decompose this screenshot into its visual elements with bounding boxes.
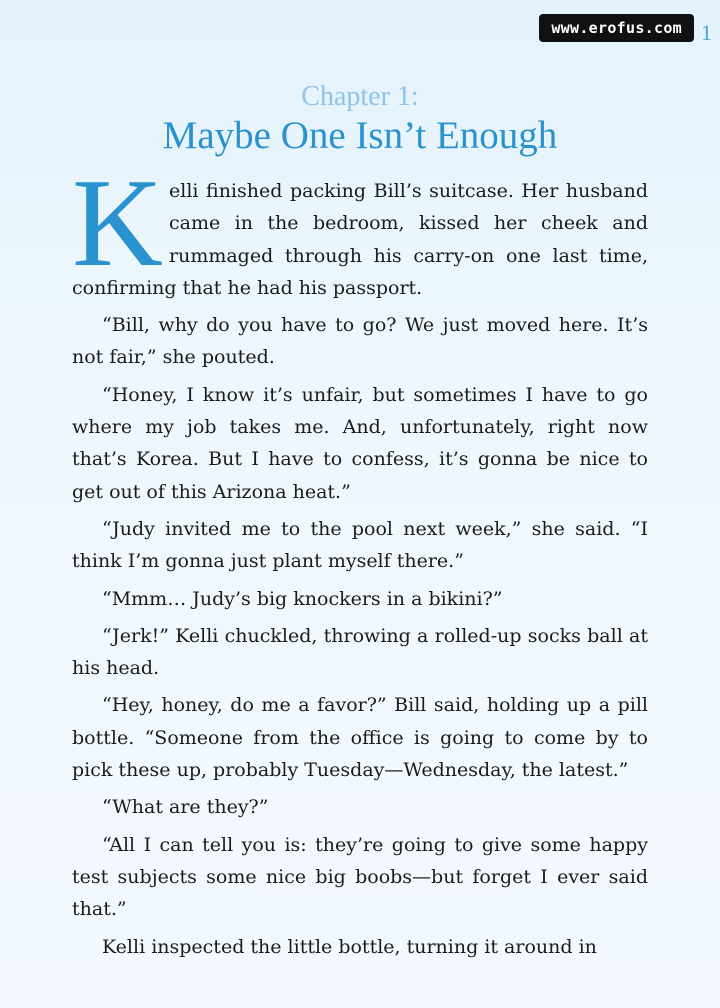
page-number: 1 (701, 20, 712, 45)
chapter-title: Maybe One Isn’t Enough (162, 114, 558, 157)
paragraph-text: elli finished packing Bill’s suitcase. Her husband came in the bedroom, kissed her cheek and rummaged through his carry-on one last time, confirming that he had his passport. (72, 180, 648, 299)
paragraph (72, 154, 648, 304)
paragraph: “Honey, I know it’s unfair, but sometimes I have to go where my job takes me. And, unfortunately, right now that’s Korea. But I have to confess, it’s gonna be nice to get out of this Arizona heat.” (72, 383, 648, 503)
paragraph: “Jerk!” Kelli chuckled, throwing a rolled-up socks ball at his head. (72, 624, 648, 680)
paragraph: “Hey, honey, do me a favor?” Bill said, holding up a pill bottle. “Someone from the office is going to come by to pick these up, probably Tuesday—Wednesday, the latest.” (72, 694, 648, 782)
site-watermark: www.erofus.com (539, 14, 694, 42)
paragraph: “Bill, why do you have to go? We just moved here. It’s not fair,” she pouted. (72, 314, 648, 369)
paragraph: “What are they?” (102, 796, 269, 819)
body-text (72, 154, 648, 968)
chapter-label: Chapter 1: (301, 81, 419, 112)
paragraph: Kelli inspected the little bottle, turning it around in (102, 935, 597, 958)
drop-cap: K (72, 154, 163, 293)
paragraph: “Mmm… Judy’s big knockers in a bikini?” (102, 587, 503, 610)
paragraph: “Judy invited me to the pool next week,” she said. “I think I’m gonna just plant myself there.” (72, 517, 648, 573)
paragraph: “All I can tell you is: they’re going to give some happy test subjects some nice big boobs—but forget I ever said that.” (72, 833, 648, 921)
